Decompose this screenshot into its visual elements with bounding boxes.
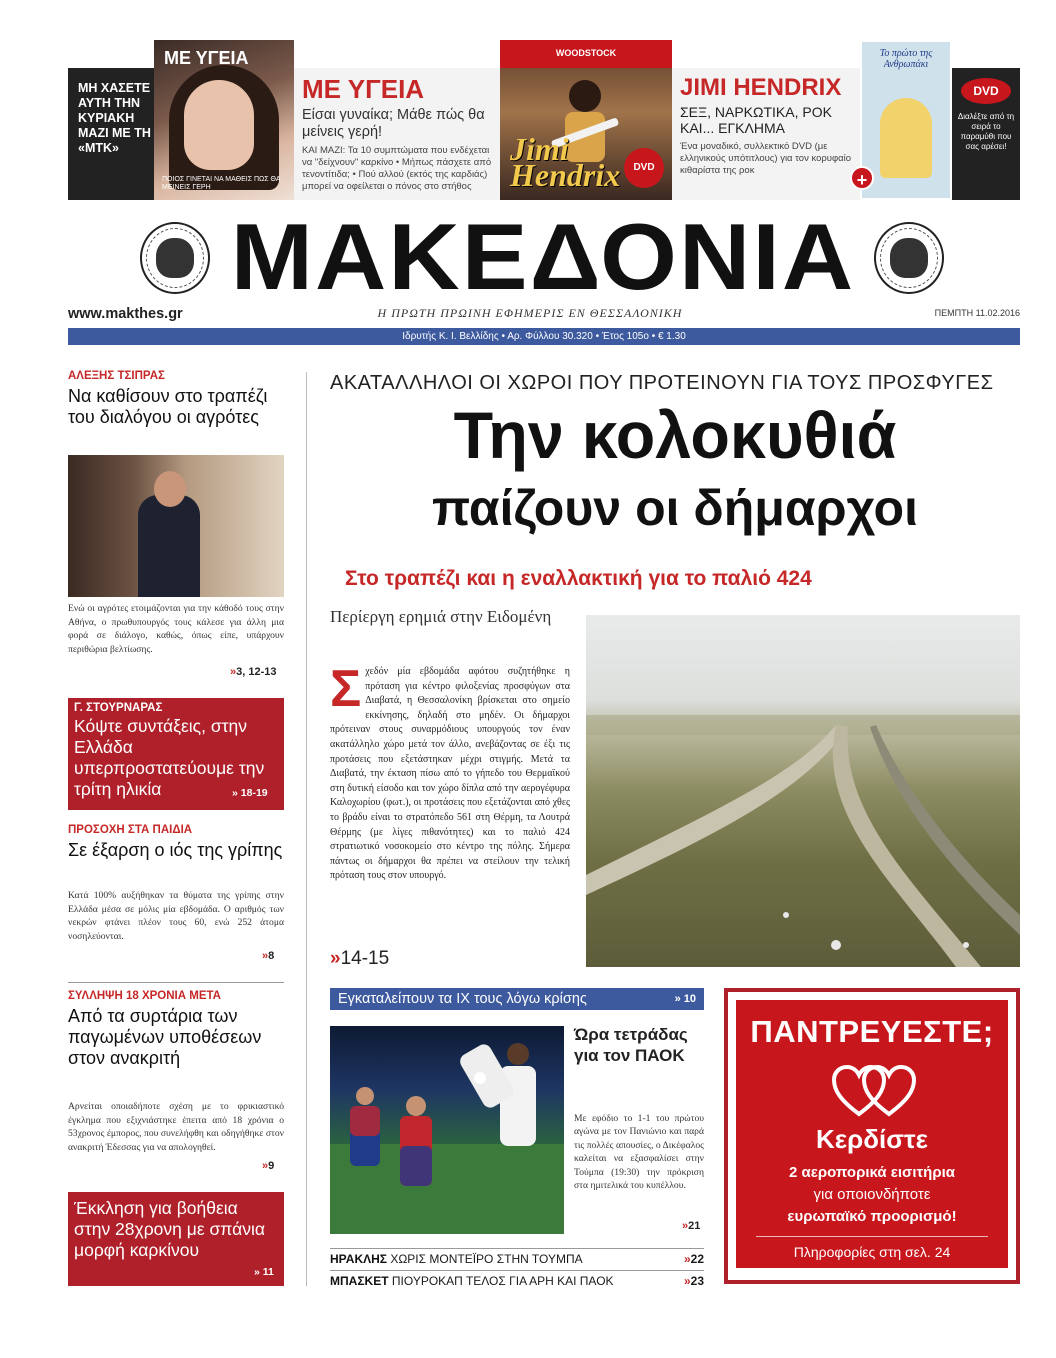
chevron-right-icon: » bbox=[232, 787, 241, 799]
ad-info: Πληροφορίες στη σελ. 24 bbox=[793, 1244, 951, 1260]
brief2-bold: ΜΠΑΣΚΕΤ bbox=[330, 1274, 389, 1288]
story3-headline[interactable]: Σε έξαρση ο ιός της γρίπης bbox=[68, 840, 283, 860]
website-link[interactable]: www.makthes.gr bbox=[68, 306, 183, 322]
chevron-right-icon: » bbox=[230, 666, 237, 678]
magazine-cover-image[interactable] bbox=[154, 40, 294, 200]
magazine-cover-caption: ΠΟΙΟΣ ΓΙΝΕΤΑΙ ΝΑ ΜΑΘΕΙΣ ΠΩΣ ΘΑ ΜΕΙΝΕΙΣ ΓΕΡΗ bbox=[162, 176, 281, 191]
ad-panel bbox=[736, 1000, 1008, 1268]
hendrix-promo-title: JIMI HENDRIX bbox=[680, 74, 842, 101]
chevron-right-icon: » bbox=[254, 1266, 263, 1278]
newspaper-masthead: ΜΑΚΕΔΟΝΙΑ bbox=[230, 204, 856, 309]
alexander-coin-logo-left bbox=[140, 222, 210, 294]
coin-head-right bbox=[890, 238, 928, 278]
story3-page-ref[interactable] bbox=[262, 950, 274, 962]
cars-story-bar[interactable] bbox=[330, 988, 704, 1010]
chevron-right-icon: » bbox=[674, 993, 684, 1005]
cars-story-ref bbox=[675, 988, 696, 1010]
column-divider bbox=[306, 372, 307, 1286]
brief1-ref bbox=[684, 1249, 704, 1269]
story5-page-ref bbox=[254, 1266, 274, 1278]
fairytale-dvd-cover-image[interactable] bbox=[856, 40, 952, 200]
story3-kicker: ΠΡΟΣΟΧΗ ΣΤΑ ΠΑΙΔΙΑ bbox=[68, 824, 193, 836]
book-cover-title: Το πρώτο της Ανθρωπάκι bbox=[879, 48, 933, 70]
chevron-right-icon: » bbox=[330, 948, 341, 969]
main-headline-line1[interactable]: Την κολοκυθιά bbox=[453, 398, 897, 472]
ad-line1: 2 αεροπορικά εισιτήρια bbox=[788, 1164, 956, 1181]
plus-badge-icon: + bbox=[850, 166, 874, 190]
mermaid-figure-icon bbox=[880, 98, 932, 178]
story4-ref-text: 9 bbox=[268, 1160, 275, 1172]
brief1-bold: ΗΡΑΚΛΗΣ bbox=[330, 1252, 387, 1266]
paok-ref-text: 21 bbox=[688, 1220, 701, 1232]
story3-body: Κατά 100% αυξήθηκαν τα θύματα της γρίπης στην Ελλάδα μέσα σε μόλις μία εβδομάδα. Ο αριθμός των νεκρών φτάνει πλέον τους 60, ενώ 252 άτομα νοσηλεύονται. bbox=[68, 890, 284, 942]
fairytale-promo-text: Διαλέξτε από τη σειρά το παραμύθι που σας αρέσει! bbox=[957, 112, 1015, 151]
brief-basket[interactable] bbox=[330, 1270, 704, 1290]
story1-ref-text: 3, 12-13 bbox=[236, 666, 277, 678]
brief2-ref bbox=[684, 1271, 704, 1291]
ad-win-text: Κερδίστε bbox=[816, 1124, 928, 1154]
dvd-cover-name: Jimi Hendrix bbox=[510, 131, 621, 193]
health-promo[interactable] bbox=[294, 68, 500, 200]
dvd-logo-icon: DVD bbox=[961, 78, 1011, 104]
brief2-ref-text: 23 bbox=[690, 1274, 704, 1288]
promo-notice-box bbox=[68, 68, 154, 200]
chevron-right-icon: » bbox=[262, 1160, 269, 1172]
health-promo-subtitle: Είσαι γυναίκα; Μάθε πώς θα μείνεις γερή! bbox=[302, 107, 485, 140]
wedding-contest-ad[interactable] bbox=[724, 988, 1020, 1284]
story2-kicker: Γ. ΣΤΟΥΡΝΑΡΑΣ bbox=[74, 702, 163, 714]
fairytale-promo[interactable] bbox=[952, 68, 1020, 200]
dvd-cover-band: WOODSTOCK bbox=[500, 40, 672, 68]
hendrix-promo[interactable] bbox=[672, 68, 860, 200]
person-body-shape bbox=[138, 495, 200, 597]
story1-page-ref[interactable] bbox=[230, 666, 277, 678]
issue-date: ΠΕΜΠΤΗ 11.02.2016 bbox=[934, 308, 1020, 318]
story2-headline: Κόψτε συντάξεις, στην Ελλάδα υπερπροστατεύουμε την τρίτη ηλικία bbox=[74, 716, 265, 799]
main-body-text: χεδόν μία εβδομάδα αφότου συζητήθηκε η πρόταση για κέντρο φιλοξενίας προσφύγων στα Διαβατά, η Θεσσαλονίκη βρίσκεται στο σημείο εκκίνησης, δηλαδή στο μηδέν. Οι δήμαρχοι πρότειναν στους συναρμόδιους υπουργούς τον έναν ακατάλληλο χώρο μετά τον άλλο, ανεβάζοντας σε έξι τις προτάσεις που εξετάστηκαν μέχρι στιγμής. Μετά τα Διαβατά, την έκταση πίσω από το γήπεδο του Θερμαϊκού στη δυτική είσοδο και τον χώρο δίπλα από την αερογέφυρα Καλοχωρίου (φωτ.), οι προτάσεις που εξετάζονται από χθες το βράδυ είναι το στρατόπεδο 561 στη Θέρμη, τα Λουτρά Θέρμης (με λίγες πιθανότητες) και το παλιό 424 στρατιωτικό νοσοκομείο στο κέντρο της πόλης. Σήμερα πάντως οι δήμαρχοι θα πρέπει να στείλουν την τελική πρόταση τους στον υπουργό. bbox=[330, 666, 570, 882]
hendrix-promo-details: Ένα μοναδικό, συλλεκτικό DVD (με ελληνικούς υπότιτλους) για τον κορυφαίο κιθαρίστα της ροκ bbox=[680, 141, 852, 176]
story1-body: Ενώ οι αγρότες ετοιμάζονται για την κάθοδό τους στην Αθήνα, ο πρωθυπουργός τους κάλεσε για άλλη μια φορά σε διάλογο, καθώς, όπως είπε, υπάρχουν περιθώρια βελτίωσης. bbox=[68, 603, 284, 655]
paok-body: Με εφόδιο το 1-1 του πρώτου αγώνα με τον Πανιώνιο και παρά τις πολλές απουσίες, ο Δικέφαλος καλείται να εξασφαλίσει στην Τούμπα (19:30) την πρόκριση στα ημιτελικά του κυπέλλου. bbox=[574, 1113, 704, 1192]
story3-ref-text: 8 bbox=[268, 950, 275, 962]
hendrix-dvd-cover-image[interactable] bbox=[500, 40, 672, 200]
health-promo-details: ΚΑΙ ΜΑΖΙ: Τα 10 συμπτώματα που ενδέχεται να "δείχνουν" καρκίνο • Μήπως πάσχετε από τενοντίτιδα; • Πού αλλού (εκτός της καρδιάς) μπορεί να οφείλεται ο πόνος στο στήθος bbox=[302, 145, 492, 192]
landscape-shapes bbox=[586, 615, 1020, 967]
main-intro: Περίεργη ερημιά στην Ειδομένη bbox=[330, 607, 552, 626]
story4-kicker: ΣΥΛΛΗΨΗ 18 ΧΡΟΝΙΑ ΜΕΤΑ bbox=[68, 990, 221, 1002]
dvd-disc-badge: DVD bbox=[624, 148, 664, 188]
story4-body: Αρνείται οποιαδήποτε σχέση με το φρικιαστικό έγκλημα που εξιχνιάστηκε έπειτα από 18 χρόνια ο 53χρονος έμπορος, που συνελήφθη και οδηγήθηκε στον ανακριτή Έδεσσας για να απολογηθεί. bbox=[68, 1101, 284, 1153]
story2-box[interactable] bbox=[68, 698, 284, 810]
main-subheadline: Στο τραπέζι και η εναλλακτική για το παλιό 424 bbox=[345, 567, 812, 590]
masthead-tagline: Η ΠΡΩΤΗ ΠΡΩΙΝΗ ΕΦΗΜΕΡΙΣ ΕΝ ΘΕΣΣΑΛΟΝΙΚΗ bbox=[377, 306, 683, 320]
main-ref-text: 14-15 bbox=[340, 948, 390, 969]
ad-separator bbox=[756, 1236, 988, 1237]
main-story-landscape-photo[interactable] bbox=[586, 615, 1020, 967]
health-promo-title: ΜΕ ΥΓΕΙΑ bbox=[302, 74, 425, 104]
brief1-text: ΧΩΡΙΣ ΜΟΝΤΕΪΡΟ ΣΤΗΝ ΤΟΥΜΠΑ bbox=[386, 1252, 583, 1266]
issue-info-bar: Ιδρυτής Κ. Ι. Βελλίδης • Αρ. Φύλλου 30.320 • Έτος 105ο • € 1.30 bbox=[68, 328, 1020, 345]
paok-page-ref[interactable] bbox=[682, 1220, 700, 1232]
alexander-coin-logo-right bbox=[874, 222, 944, 294]
hendrix-promo-subtitle: ΣΕΞ, ΝΑΡΚΩΤΙΚΑ, ΡΟΚ ΚΑΙ... ΕΓΚΛΗΜΑ bbox=[680, 104, 832, 136]
story4-headline[interactable]: Από τα συρτάρια των παγωμένων υποθέσεων στον ανακριτή bbox=[68, 1006, 262, 1068]
cars-ref-text: 10 bbox=[683, 993, 696, 1005]
coin-head-left bbox=[156, 238, 194, 278]
story1-kicker: ΑΛΕΞΗΣ ΤΣΙΠΡΑΣ bbox=[68, 370, 165, 382]
main-dropcap: Σ bbox=[330, 660, 362, 718]
tsipras-photo[interactable] bbox=[68, 455, 284, 597]
story5-box[interactable] bbox=[68, 1192, 284, 1286]
left-divider bbox=[68, 982, 284, 983]
promo-notice-text: ΜΗ ΧΑΣΕΤΕ ΑΥΤΗ ΤΗΝ ΚΥΡΙΑΚΗ ΜΑΖΙ ΜΕ ΤΗ «ΜΤΚ» bbox=[78, 81, 151, 155]
person-head-shape bbox=[154, 471, 186, 507]
ad-line3: ευρωπαϊκό προορισμό! bbox=[787, 1208, 957, 1225]
story4-page-ref[interactable] bbox=[262, 1160, 274, 1172]
ad-line2: για οποιονδήποτε bbox=[813, 1186, 931, 1203]
story1-headline[interactable]: Να καθίσουν στο τραπέζι του διαλόγου οι αγρότες bbox=[68, 386, 268, 427]
chevron-right-icon: » bbox=[683, 1252, 691, 1266]
cars-story-text: Εγκαταλείπουν τα ΙΧ τους λόγω κρίσης bbox=[338, 991, 587, 1007]
brief1-ref-text: 22 bbox=[690, 1252, 704, 1266]
chevron-right-icon: » bbox=[683, 1274, 691, 1288]
main-story-kicker: ΑΚΑΤΑΛΛΗΛΟΙ ΟΙ ΧΩΡΟΙ ΠΟΥ ΠΡΟΤΕΙΝΟΥΝ ΓΙΑ ΤΟΥΣ ΠΡΟΣΦΥΓΕΣ bbox=[330, 372, 994, 394]
magazine-cover-title: ΜΕ ΥΓΕΙΑ bbox=[164, 48, 249, 68]
paok-headline[interactable]: Ώρα τετράδας για τον ΠΑΟΚ bbox=[574, 1025, 688, 1065]
cover-face-shape bbox=[184, 80, 254, 170]
story5-headline: Έκκληση για βοήθεια στην 28χρονη με σπάνια μορφή καρκίνου bbox=[74, 1198, 265, 1260]
brief-heracles[interactable] bbox=[330, 1248, 704, 1268]
main-headline-line2[interactable]: παίζουν οι δήμαρχοι bbox=[432, 480, 918, 536]
main-body bbox=[330, 660, 570, 884]
two-hearts-icon bbox=[832, 1064, 916, 1118]
soccer-players-shapes bbox=[330, 1026, 564, 1234]
story5-ref-text: 11 bbox=[262, 1266, 274, 1278]
story2-ref-text: 18-19 bbox=[240, 787, 268, 799]
ad-title: ΠΑΝΤΡΕΥΕΣΤΕ; bbox=[750, 1014, 994, 1049]
main-page-ref[interactable] bbox=[330, 948, 389, 970]
chevron-right-icon: » bbox=[682, 1220, 689, 1232]
chevron-right-icon: » bbox=[262, 950, 269, 962]
story2-page-ref bbox=[232, 787, 268, 799]
brief2-text: ΠΙΟΥΡΟΚΑΠ ΤΕΛΟΣ ΓΙΑ ΑΡΗ ΚΑΙ ΠΑΟΚ bbox=[388, 1274, 614, 1288]
soccer-match-photo[interactable] bbox=[330, 1026, 564, 1234]
